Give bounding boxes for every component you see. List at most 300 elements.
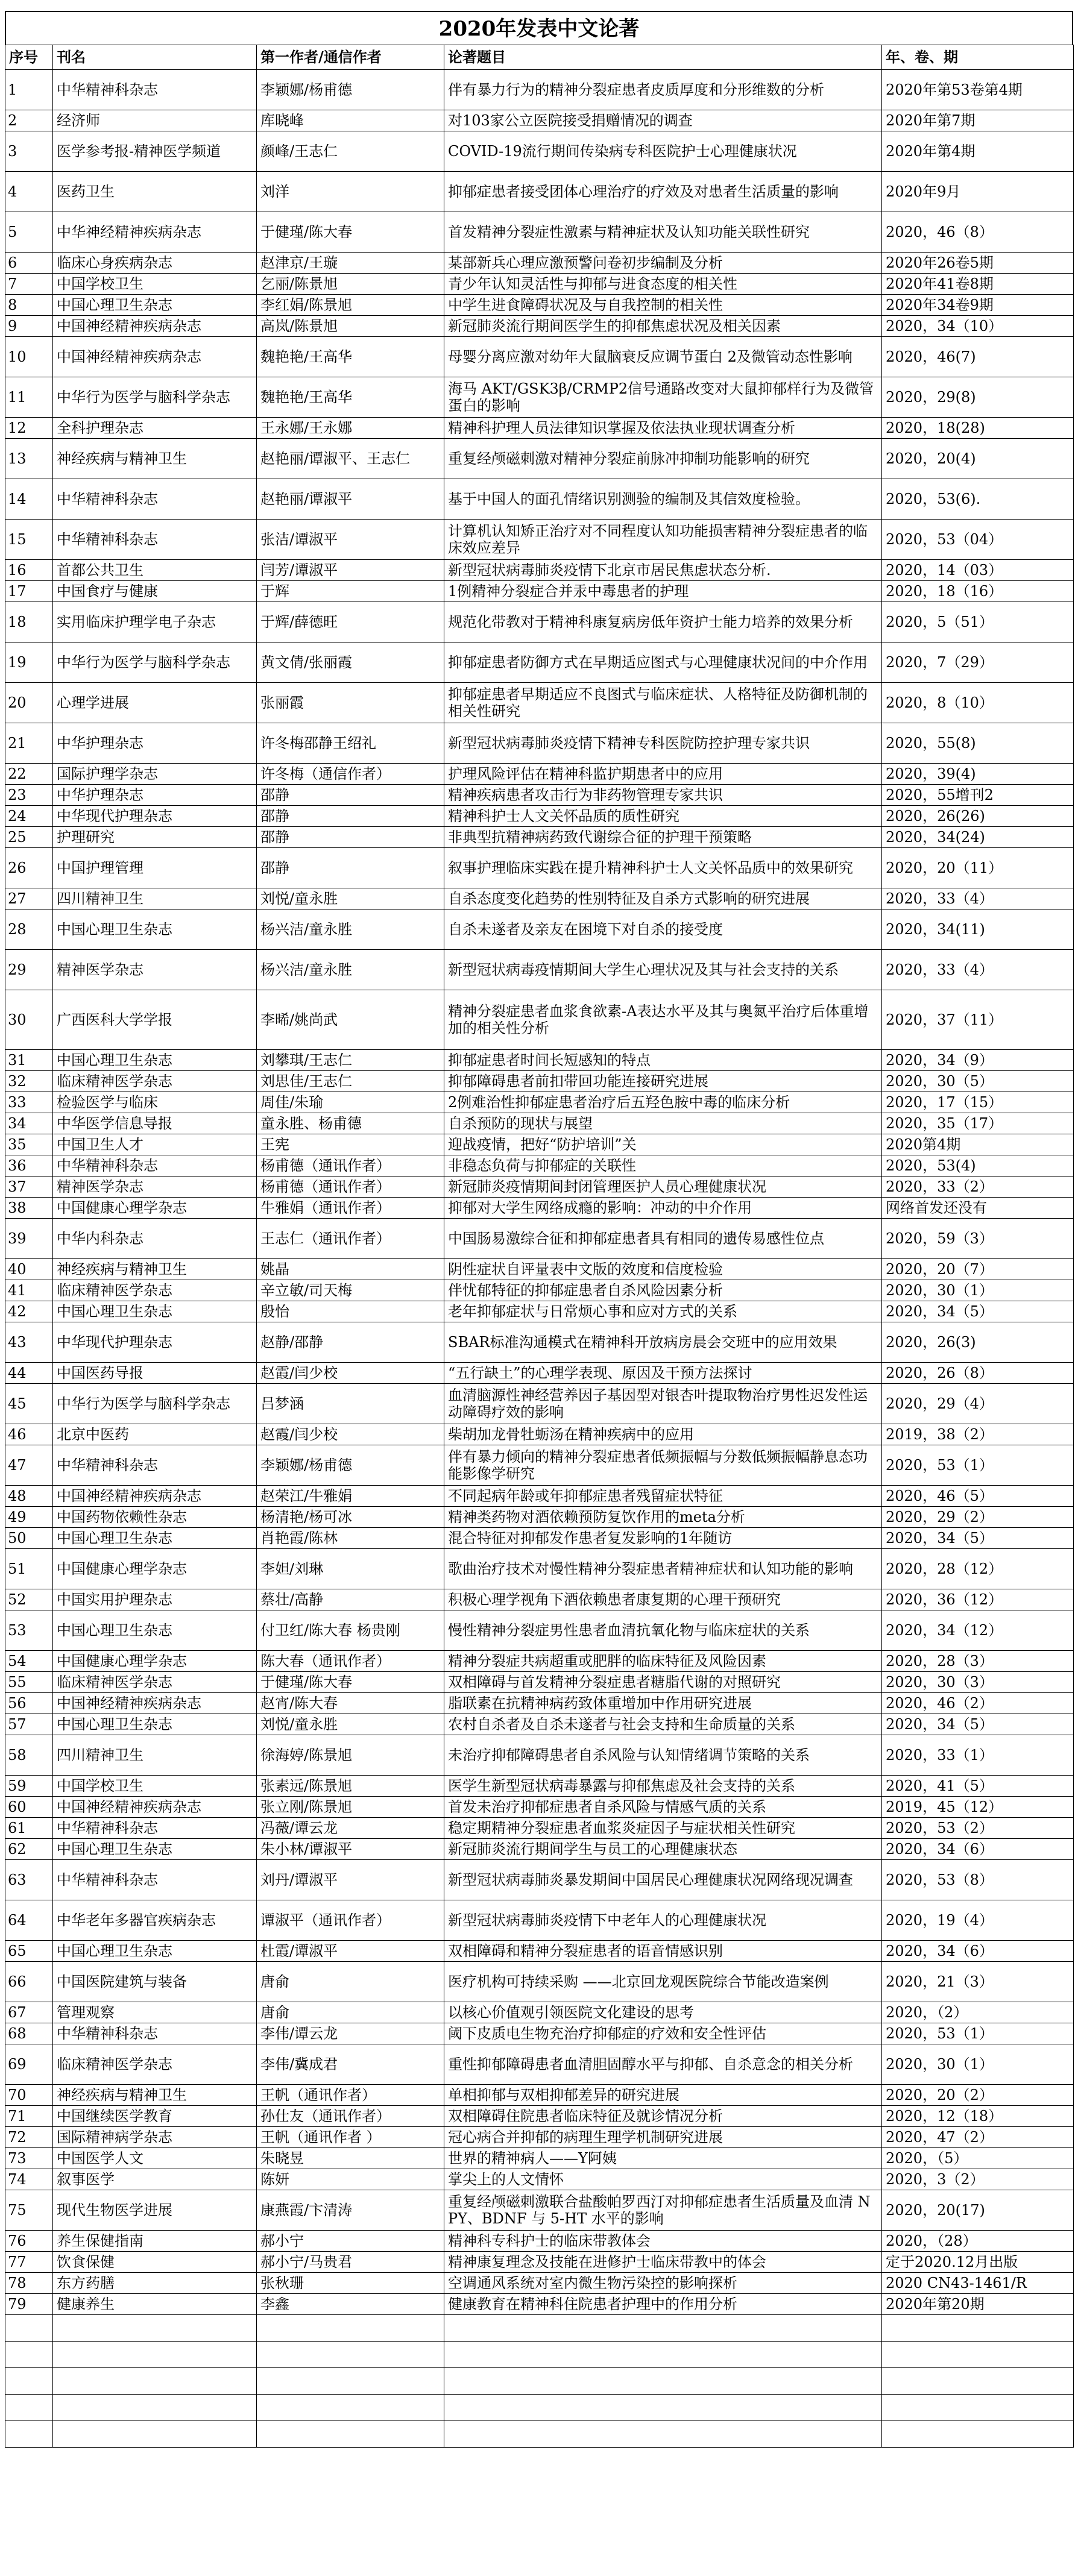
cell-paper-title: 首发未治疗抑郁症患者自杀风险与情感气质的关系 <box>444 1797 882 1818</box>
empty-cell <box>53 2421 257 2448</box>
cell-volume: 2020年第20期 <box>882 2294 1074 2315</box>
cell-author: 赵宵/陈大春 <box>257 1693 444 1714</box>
cell-author: 张秋珊 <box>257 2273 444 2294</box>
empty-cell <box>257 2421 444 2448</box>
cell-index: 56 <box>5 1693 53 1714</box>
empty-cell <box>5 2315 53 2342</box>
cell-journal: 现代生物医学进展 <box>53 2190 257 2231</box>
cell-volume: 2020，26(3) <box>882 1322 1074 1363</box>
cell-index: 42 <box>5 1301 53 1322</box>
cell-index: 38 <box>5 1198 53 1219</box>
cell-volume: 2020，34（5） <box>882 1528 1074 1549</box>
cell-paper-title: 不同起病年龄或年抑郁症患者残留症状特征 <box>444 1486 882 1507</box>
table-row <box>5 131 1074 172</box>
cell-paper-title: 医学生新型冠状病毒暴露与抑郁焦虑及社会支持的关系 <box>444 1776 882 1797</box>
cell-paper-title: 首发精神分裂症性激素与精神症状及认知功能关联性研究 <box>444 212 882 253</box>
table-row <box>5 1839 1074 1860</box>
table-row <box>5 1672 1074 1693</box>
cell-journal: 中国心理卫生杂志 <box>53 1839 257 1860</box>
cell-author: 王永娜/王永娜 <box>257 418 444 439</box>
cell-paper-title: 歌曲治疗技术对慢性精神分裂症患者精神症状和认知功能的影响 <box>444 1549 882 1589</box>
cell-author: 邵静 <box>257 848 444 888</box>
cell-paper-title: 慢性精神分裂症男性患者血清抗氧化物与临床症状的关系 <box>444 1610 882 1651</box>
table-row <box>5 2044 1074 2085</box>
cell-author: 杨甫德（通讯作者） <box>257 1155 444 1176</box>
cell-volume: 2020，7（29） <box>882 642 1074 683</box>
cell-paper-title: 脂联素在抗精神病药致体重增加中作用研究进展 <box>444 1693 882 1714</box>
cell-volume: 2020，39(4) <box>882 764 1074 785</box>
cell-author: 陈妍 <box>257 2169 444 2190</box>
cell-author: 陈大春（通讯作者） <box>257 1651 444 1672</box>
cell-volume: 2020，18(28) <box>882 418 1074 439</box>
cell-volume: 2020，30（5） <box>882 1071 1074 1092</box>
table-row <box>5 295 1074 316</box>
table-row <box>5 1610 1074 1651</box>
cell-volume: 2020，21（3） <box>882 1962 1074 2002</box>
cell-journal: 临床精神医学杂志 <box>53 1672 257 1693</box>
table-row <box>5 1198 1074 1219</box>
cell-index: 46 <box>5 1424 53 1445</box>
cell-author: 郝小宁 <box>257 2231 444 2252</box>
cell-journal: 四川精神卫生 <box>53 1735 257 1776</box>
cell-paper-title: 精神疾病患者攻击行为非药物管理专家共识 <box>444 785 882 806</box>
cell-author: 闫芳/谭淑平 <box>257 560 444 581</box>
cell-paper-title: 重性抑郁障碍患者血清胆固醇水平与抑郁、自杀意念的相关分析 <box>444 2044 882 2085</box>
cell-paper-title: 青少年认知灵活性与抑郁与进食态度的相关性 <box>444 274 882 295</box>
cell-volume: 2020，34（6） <box>882 1941 1074 1962</box>
cell-index: 57 <box>5 1714 53 1735</box>
cell-journal: 中华老年多器官疾病杂志 <box>53 1900 257 1941</box>
cell-paper-title: 阴性症状自评量表中文版的效度和信度检验 <box>444 1259 882 1280</box>
cell-journal: 中国卫生人才 <box>53 1134 257 1155</box>
cell-volume: 2020，14（03） <box>882 560 1074 581</box>
empty-row <box>5 2395 1074 2421</box>
cell-paper-title: 新冠肺炎疫情期间封闭管理医护人员心理健康状况 <box>444 1176 882 1198</box>
cell-volume: 2020，33（2） <box>882 1176 1074 1198</box>
table-row <box>5 888 1074 909</box>
cell-author: 孙仕友（通讯作者） <box>257 2106 444 2127</box>
cell-author: 李红娟/陈景旭 <box>257 295 444 316</box>
cell-volume: 2020，37（11） <box>882 990 1074 1050</box>
cell-index: 68 <box>5 2023 53 2044</box>
cell-volume: 2020年34卷9期 <box>882 295 1074 316</box>
cell-journal: 中国神经精神疾病杂志 <box>53 1486 257 1507</box>
cell-paper-title: 新型冠状病毒疫情期间大学生心理状况及其与社会支持的关系 <box>444 950 882 990</box>
cell-author: 颜峰/王志仁 <box>257 131 444 172</box>
cell-index: 12 <box>5 418 53 439</box>
cell-index: 76 <box>5 2231 53 2252</box>
cell-journal: 健康养生 <box>53 2294 257 2315</box>
cell-journal: 叙事医学 <box>53 2169 257 2190</box>
cell-author: 邵静 <box>257 827 444 848</box>
table-row <box>5 1092 1074 1113</box>
cell-paper-title: 精神分裂症患者血浆食欲素-A表达水平及其与奥氮平治疗后体重增加的相关性分析 <box>444 990 882 1050</box>
cell-volume: 2020，5（51） <box>882 602 1074 642</box>
empty-cell <box>53 2368 257 2395</box>
header-journal: 刊名 <box>53 45 257 70</box>
publications-table <box>5 45 1074 2448</box>
cell-volume: 2020年第4期 <box>882 131 1074 172</box>
cell-index: 11 <box>5 377 53 418</box>
cell-paper-title: 某部新兵心理应激预警问卷初步编制及分析 <box>444 253 882 274</box>
empty-cell <box>444 2315 882 2342</box>
cell-journal: 中国神经精神疾病杂志 <box>53 1693 257 1714</box>
table-row <box>5 1900 1074 1941</box>
empty-cell <box>5 2342 53 2368</box>
cell-paper-title: 积极心理学视角下酒依赖患者康复期的心理干预研究 <box>444 1589 882 1610</box>
cell-volume: 2020，20(17) <box>882 2190 1074 2231</box>
cell-index: 39 <box>5 1219 53 1259</box>
cell-volume: 2020，20（11） <box>882 848 1074 888</box>
cell-author: 张丽霞 <box>257 683 444 723</box>
cell-author: 邵静 <box>257 806 444 827</box>
cell-paper-title: 精神科护士人文关怀品质的质性研究 <box>444 806 882 827</box>
cell-index: 26 <box>5 848 53 888</box>
empty-cell <box>53 2395 257 2421</box>
cell-author: 刘攀琪/王志仁 <box>257 1050 444 1071</box>
cell-volume: 2020，20（2） <box>882 2085 1074 2106</box>
cell-journal: 饮食保健 <box>53 2252 257 2273</box>
cell-volume: 2020年9月 <box>882 172 1074 212</box>
table-row <box>5 1735 1074 1776</box>
cell-journal: 中国健康心理学杂志 <box>53 1651 257 1672</box>
cell-journal: 中国心理卫生杂志 <box>53 1528 257 1549</box>
cell-index: 73 <box>5 2148 53 2169</box>
cell-journal: 中华精神科杂志 <box>53 2023 257 2044</box>
cell-index: 62 <box>5 1839 53 1860</box>
cell-volume: 2020，30（3） <box>882 1672 1074 1693</box>
cell-volume: 2020，34(24) <box>882 827 1074 848</box>
cell-paper-title: 稳定期精神分裂症患者血浆炎症因子与症状相关性研究 <box>444 1818 882 1839</box>
table-row <box>5 909 1074 950</box>
cell-paper-title: 精神康复理念及技能在进修护士临床带教中的体会 <box>444 2252 882 2273</box>
cell-volume: 2019，38（2） <box>882 1424 1074 1445</box>
cell-index: 5 <box>5 212 53 253</box>
cell-volume: 2020，28（12） <box>882 1549 1074 1589</box>
cell-paper-title: 自杀态度变化趋势的性别特征及自杀方式影响的研究进展 <box>444 888 882 909</box>
cell-index: 60 <box>5 1797 53 1818</box>
cell-author: 李妲/刘琳 <box>257 1549 444 1589</box>
table-row <box>5 806 1074 827</box>
cell-journal: 临床精神医学杂志 <box>53 2044 257 2085</box>
cell-paper-title: 未治疗抑郁障碍患者自杀风险与认知情绪调节策略的关系 <box>444 1735 882 1776</box>
empty-cell <box>444 2368 882 2395</box>
cell-journal: 中华医学信息导报 <box>53 1113 257 1134</box>
cell-author: 吕梦涵 <box>257 1384 444 1424</box>
cell-author: 邵静 <box>257 785 444 806</box>
cell-volume: 2020，34（9） <box>882 1050 1074 1071</box>
cell-paper-title: 精神分裂症共病超重或肥胖的临床特征及风险因素 <box>444 1651 882 1672</box>
table-row <box>5 2148 1074 2169</box>
table-body <box>5 70 1074 2448</box>
cell-author: 李颖娜/杨甫德 <box>257 1445 444 1486</box>
cell-author: 康燕霞/卞清涛 <box>257 2190 444 2231</box>
cell-index: 41 <box>5 1280 53 1301</box>
table-row <box>5 1113 1074 1134</box>
empty-cell <box>257 2315 444 2342</box>
publication-sheet <box>5 11 1073 2448</box>
cell-author: 杨清艳/杨可冰 <box>257 1507 444 1528</box>
cell-volume: 2020，55(8) <box>882 723 1074 764</box>
cell-volume: 2020，34（10） <box>882 316 1074 337</box>
cell-journal: 神经疾病与精神卫生 <box>53 2085 257 2106</box>
cell-paper-title: 中学生进食障碍状况及与自我控制的相关性 <box>444 295 882 316</box>
cell-journal: 中华精神科杂志 <box>53 1818 257 1839</box>
cell-journal: 中国健康心理学杂志 <box>53 1549 257 1589</box>
cell-paper-title: 掌尖上的人文情怀 <box>444 2169 882 2190</box>
cell-index: 4 <box>5 172 53 212</box>
table-row <box>5 1797 1074 1818</box>
cell-volume: 2020，46(7) <box>882 337 1074 377</box>
cell-journal: 神经疾病与精神卫生 <box>53 439 257 479</box>
cell-volume: 2020，34（5） <box>882 1301 1074 1322</box>
cell-index: 79 <box>5 2294 53 2315</box>
cell-author: 王宪 <box>257 1134 444 1155</box>
table-row <box>5 1322 1074 1363</box>
cell-volume: 2020，29（2） <box>882 1507 1074 1528</box>
cell-journal: 四川精神卫生 <box>53 888 257 909</box>
empty-cell <box>257 2395 444 2421</box>
table-row <box>5 479 1074 520</box>
table-row <box>5 1962 1074 2002</box>
cell-index: 40 <box>5 1259 53 1280</box>
table-row <box>5 2273 1074 2294</box>
cell-author: 朱晓昱 <box>257 2148 444 2169</box>
cell-index: 1 <box>5 70 53 110</box>
empty-row <box>5 2315 1074 2342</box>
cell-volume: 2020，12（18） <box>882 2106 1074 2127</box>
cell-author: 黄文倩/张丽霞 <box>257 642 444 683</box>
empty-cell <box>53 2342 257 2368</box>
cell-author: 李晞/姚尚武 <box>257 990 444 1050</box>
cell-journal: 中华内科杂志 <box>53 1219 257 1259</box>
cell-journal: 中国实用护理杂志 <box>53 1589 257 1610</box>
table-row <box>5 1486 1074 1507</box>
cell-journal: 中国继续医学教育 <box>53 2106 257 2127</box>
cell-paper-title: SBAR标准沟通模式在精神科开放病房晨会交班中的应用效果 <box>444 1322 882 1363</box>
cell-journal: 中国心理卫生杂志 <box>53 1050 257 1071</box>
empty-row <box>5 2368 1074 2395</box>
cell-index: 7 <box>5 274 53 295</box>
cell-author: 赵艳丽/谭淑平、王志仁 <box>257 439 444 479</box>
cell-index: 45 <box>5 1384 53 1424</box>
cell-paper-title: 新冠肺炎流行期间医学生的抑郁焦虑状况及相关因素 <box>444 316 882 337</box>
cell-index: 28 <box>5 909 53 950</box>
cell-journal: 广西医科大学学报 <box>53 990 257 1050</box>
empty-cell <box>882 2395 1074 2421</box>
cell-volume: 2020，41（5） <box>882 1776 1074 1797</box>
cell-paper-title: 单相抑郁与双相抑郁差异的研究进展 <box>444 2085 882 2106</box>
cell-index: 61 <box>5 1818 53 1839</box>
cell-index: 67 <box>5 2002 53 2023</box>
cell-volume: 2020，33（4） <box>882 888 1074 909</box>
table-row <box>5 785 1074 806</box>
empty-cell <box>5 2368 53 2395</box>
table-row <box>5 990 1074 1050</box>
cell-journal: 中华精神科杂志 <box>53 1445 257 1486</box>
cell-author: 于健瑾/陈大春 <box>257 212 444 253</box>
table-row <box>5 827 1074 848</box>
cell-index: 77 <box>5 2252 53 2273</box>
sheet-title: 2020年发表中文论著 <box>5 11 1073 45</box>
cell-journal: 心理学进展 <box>53 683 257 723</box>
cell-journal: 神经疾病与精神卫生 <box>53 1259 257 1280</box>
table-row <box>5 1155 1074 1176</box>
empty-cell <box>444 2421 882 2448</box>
cell-index: 44 <box>5 1363 53 1384</box>
cell-journal: 北京中医药 <box>53 1424 257 1445</box>
cell-index: 30 <box>5 990 53 1050</box>
cell-author: 冯薇/谭云龙 <box>257 1818 444 1839</box>
cell-index: 78 <box>5 2273 53 2294</box>
empty-cell <box>5 2421 53 2448</box>
cell-journal: 中华精神科杂志 <box>53 520 257 560</box>
cell-volume: 2020，34（5） <box>882 1714 1074 1735</box>
cell-index: 54 <box>5 1651 53 1672</box>
cell-journal: 中华精神科杂志 <box>53 1860 257 1900</box>
cell-author: 李伟/谭云龙 <box>257 2023 444 2044</box>
table-row <box>5 1714 1074 1735</box>
cell-paper-title: 新型冠状病毒肺炎暴发期间中国居民心理健康状况网络现况调查 <box>444 1860 882 1900</box>
cell-volume: 2020，3（2） <box>882 2169 1074 2190</box>
cell-paper-title: 农村自杀者及自杀未遂者与社会支持和生命质量的关系 <box>444 1714 882 1735</box>
cell-paper-title: 精神类药物对酒依赖预防复饮作用的meta分析 <box>444 1507 882 1528</box>
cell-index: 65 <box>5 1941 53 1962</box>
table-row <box>5 253 1074 274</box>
cell-journal: 中华精神科杂志 <box>53 1155 257 1176</box>
cell-author: 张洁/谭淑平 <box>257 520 444 560</box>
cell-paper-title: 计算机认知矫正治疗对不同程度认知功能损害精神分裂症患者的临床效应差异 <box>444 520 882 560</box>
cell-journal: 临床精神医学杂志 <box>53 1071 257 1092</box>
cell-author: 姚晶 <box>257 1259 444 1280</box>
cell-journal: 实用临床护理学电子杂志 <box>53 602 257 642</box>
cell-index: 17 <box>5 581 53 602</box>
cell-volume: 2020，34(11) <box>882 909 1074 950</box>
cell-journal: 中华行为医学与脑科学杂志 <box>53 642 257 683</box>
cell-volume: 网络首发还没有 <box>882 1198 1074 1219</box>
cell-author: 王帆（通讯作者） <box>257 2085 444 2106</box>
table-row <box>5 848 1074 888</box>
cell-index: 66 <box>5 1962 53 2002</box>
table-row <box>5 1280 1074 1301</box>
empty-cell <box>257 2368 444 2395</box>
cell-index: 37 <box>5 1176 53 1198</box>
cell-index: 70 <box>5 2085 53 2106</box>
table-row <box>5 377 1074 418</box>
cell-author: 刘悦/童永胜 <box>257 888 444 909</box>
cell-volume: 2020，（2） <box>882 2002 1074 2023</box>
cell-author: 乞丽/陈景旭 <box>257 274 444 295</box>
cell-index: 27 <box>5 888 53 909</box>
cell-journal: 中华神经精神疾病杂志 <box>53 212 257 253</box>
cell-paper-title: 阈下皮质电生物充治疗抑郁症的疗效和安全性评估 <box>444 2023 882 2044</box>
table-row <box>5 1363 1074 1384</box>
table-row <box>5 1219 1074 1259</box>
cell-index: 51 <box>5 1549 53 1589</box>
table-row <box>5 172 1074 212</box>
cell-paper-title: 精神科护理人员法律知识掌握及依法执业现状调查分析 <box>444 418 882 439</box>
cell-author: 杨甫德（通讯作者） <box>257 1176 444 1198</box>
cell-author: 谭淑平（通讯作者） <box>257 1900 444 1941</box>
cell-volume: 2020，53（1） <box>882 2023 1074 2044</box>
cell-paper-title: “五行缺土”的心理学表现、原因及干预方法探讨 <box>444 1363 882 1384</box>
cell-journal: 中国护理管理 <box>53 848 257 888</box>
table-row <box>5 2190 1074 2231</box>
cell-volume: 2020第4期 <box>882 1134 1074 1155</box>
cell-volume: 2020，55增刊2 <box>882 785 1074 806</box>
cell-journal: 中华行为医学与脑科学杂志 <box>53 377 257 418</box>
header-index: 序号 <box>5 45 53 70</box>
cell-author: 于辉 <box>257 581 444 602</box>
cell-index: 64 <box>5 1900 53 1941</box>
table-row <box>5 2085 1074 2106</box>
cell-paper-title: 医疗机构可持续采购 ——北京回龙观医院综合节能改造案例 <box>444 1962 882 2002</box>
header-volume: 年、卷、期 <box>882 45 1074 70</box>
table-row <box>5 1176 1074 1198</box>
cell-volume: 2020年41卷8期 <box>882 274 1074 295</box>
cell-journal: 中华护理杂志 <box>53 723 257 764</box>
table-row <box>5 1384 1074 1424</box>
cell-paper-title: 抑郁症患者接受团体心理治疗的疗效及对患者生活质量的影响 <box>444 172 882 212</box>
cell-paper-title: 抑郁症患者时间长短感知的特点 <box>444 1050 882 1071</box>
cell-volume: 2020，47（2） <box>882 2127 1074 2148</box>
cell-journal: 中国神经精神疾病杂志 <box>53 316 257 337</box>
table-row <box>5 1071 1074 1092</box>
cell-author: 郝小宁/马贵君 <box>257 2252 444 2273</box>
cell-author: 李鑫 <box>257 2294 444 2315</box>
cell-author: 张立刚/陈景旭 <box>257 1797 444 1818</box>
table-row <box>5 212 1074 253</box>
cell-volume: 2020，36（12） <box>882 1589 1074 1610</box>
cell-author: 于辉/薛德旺 <box>257 602 444 642</box>
cell-paper-title: 非稳态负荷与抑郁症的关联性 <box>444 1155 882 1176</box>
cell-paper-title: 世界的精神病人——Y阿姨 <box>444 2148 882 2169</box>
table-row <box>5 1941 1074 1962</box>
cell-author: 杜霞/谭淑平 <box>257 1941 444 1962</box>
empty-cell <box>882 2368 1074 2395</box>
cell-journal: 精神医学杂志 <box>53 950 257 990</box>
cell-author: 许冬梅邵静王绍礼 <box>257 723 444 764</box>
table-row <box>5 1693 1074 1714</box>
cell-index: 36 <box>5 1155 53 1176</box>
table-row <box>5 683 1074 723</box>
table-row <box>5 2294 1074 2315</box>
cell-index: 19 <box>5 642 53 683</box>
cell-journal: 中国心理卫生杂志 <box>53 1714 257 1735</box>
cell-paper-title: 伴有暴力行为的精神分裂症患者皮质厚度和分形维数的分析 <box>444 70 882 110</box>
cell-author: 赵霞/闫少校 <box>257 1424 444 1445</box>
cell-volume: 2020，29(8) <box>882 377 1074 418</box>
cell-paper-title: 以核心价值观引领医院文化建设的思考 <box>444 2002 882 2023</box>
cell-volume: 2020，46（5） <box>882 1486 1074 1507</box>
cell-volume: 2020，46（2） <box>882 1693 1074 1714</box>
cell-volume: 2020 CN43-1461/R <box>882 2273 1074 2294</box>
cell-volume: 2020，30（1） <box>882 2044 1074 2085</box>
cell-index: 50 <box>5 1528 53 1549</box>
cell-journal: 中国心理卫生杂志 <box>53 295 257 316</box>
cell-paper-title: 重复经颅磁刺激联合盐酸帕罗西汀对抑郁症患者生活质量及血清 NPY、BDNF 与 5-HT 水平的影响 <box>444 2190 882 2231</box>
cell-paper-title: 健康教育在精神科住院患者护理中的作用分析 <box>444 2294 882 2315</box>
cell-volume: 2020，17（15） <box>882 1092 1074 1113</box>
cell-volume: 2020，（28） <box>882 2231 1074 2252</box>
table-row <box>5 1818 1074 1839</box>
cell-paper-title: 双相障碍住院患者临床特征及就诊情况分析 <box>444 2106 882 2127</box>
cell-index: 25 <box>5 827 53 848</box>
cell-author: 库晓峰 <box>257 110 444 131</box>
cell-author: 刘悦/童永胜 <box>257 1714 444 1735</box>
cell-paper-title: 非典型抗精神病药致代谢综合征的护理干预策略 <box>444 827 882 848</box>
cell-index: 31 <box>5 1050 53 1071</box>
